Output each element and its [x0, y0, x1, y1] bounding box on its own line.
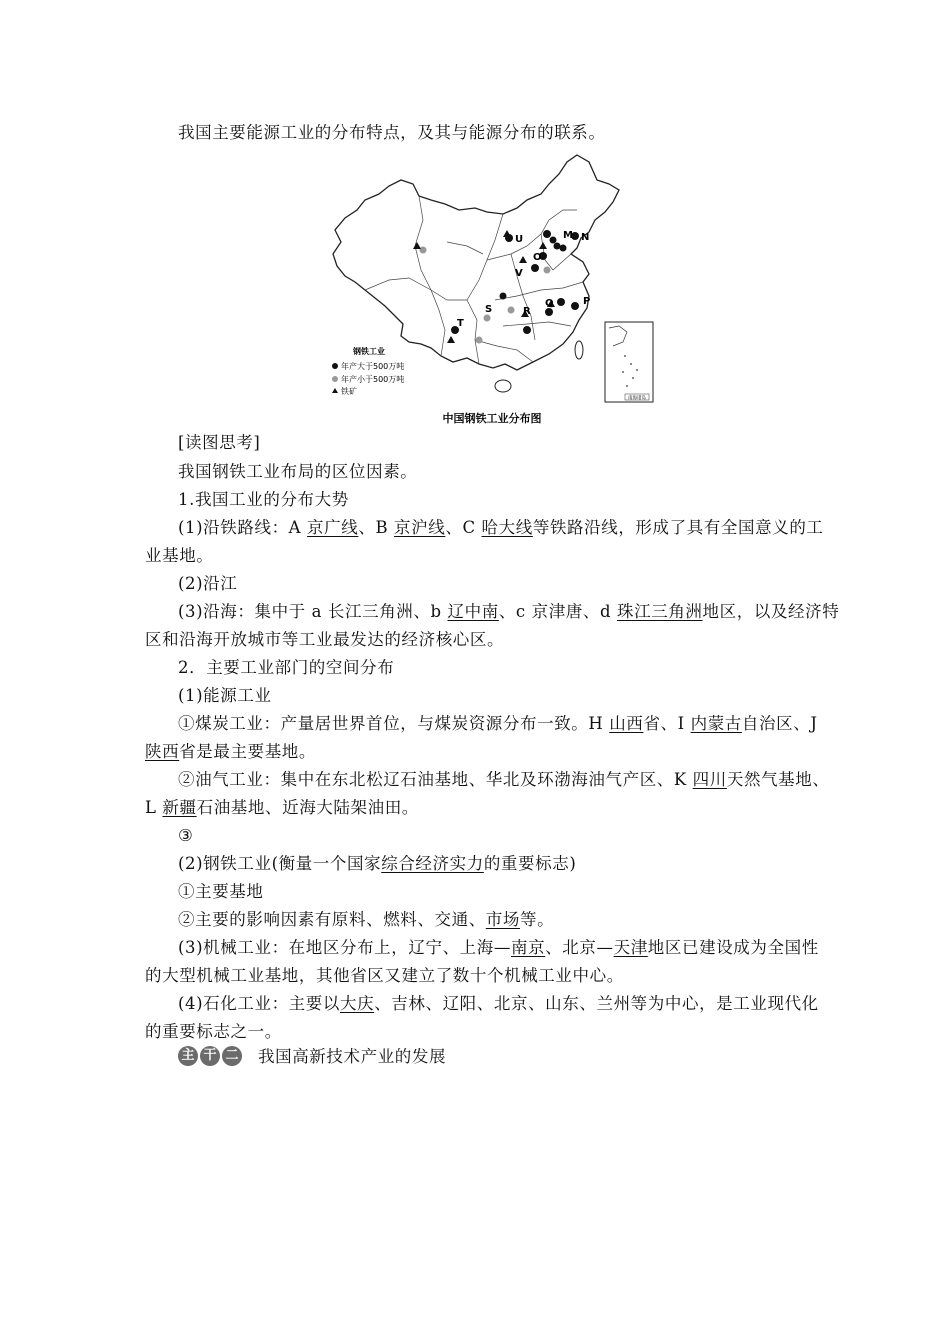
- site-label-o: O: [533, 252, 542, 263]
- map-legend: [332, 346, 404, 396]
- para-railway: (1)沿铁路线：A 京广线、B 京沪线、C 哈大线等铁路沿线，形成了具有全国意义的工: [178, 518, 824, 537]
- legend-item-small: 年产小于500万吨: [341, 375, 405, 384]
- steel-heading: (2)钢铁工业(衡量一个国家综合经济实力的重要标志): [178, 854, 577, 873]
- steel-industry-map: [327, 150, 657, 430]
- site-labels: [457, 230, 590, 329]
- section-1-heading: 1.我国工业的分布大势: [178, 490, 349, 509]
- para-coast-cont: 区和沿海开放城市等工业最发达的经济核心区。: [145, 630, 505, 649]
- para-petrochem: (4)石化工业：主要以大庆、吉林、辽阳、北京、山东、兰州等为中心，是工业现代化: [178, 994, 819, 1013]
- map-caption: 中国钢铁工业分布图: [442, 412, 542, 425]
- site-label-t: T: [457, 318, 464, 329]
- site-label-m: M: [563, 230, 573, 241]
- steel-factors: ②主要的影响因素有原料、燃料、交通、市场等。: [178, 910, 555, 929]
- legend-item-ore: 铁矿: [341, 387, 357, 396]
- para-river: (2)沿江: [178, 574, 238, 593]
- site-label-n: N: [581, 232, 590, 243]
- taiwan-island: [575, 341, 583, 359]
- badge-char-1: 主: [178, 1046, 198, 1066]
- item-3: ③: [178, 826, 194, 845]
- site-label-u: U: [515, 234, 524, 245]
- para-machinery-cont: 的大型机械工业基地，其他省区又建立了数十个机械工业中心。: [145, 966, 624, 985]
- para-oil-gas: ②油气工业：集中在东北松辽石油基地、华北及环渤海油气产区、K 四川天然气基地、: [178, 770, 830, 789]
- inset-label: 南海诸岛: [628, 396, 646, 401]
- para-petrochem-cont: 的重要标志之一。: [145, 1022, 282, 1041]
- para-machinery: (3)机械工业：在地区分布上，辽宁、上海—南京、北京—天津地区已建设成为全国性: [178, 938, 819, 957]
- legend-title: 钢铁工业: [353, 347, 385, 356]
- question-text: 我国钢铁工业布局的区位因素。: [178, 462, 418, 481]
- read-map-heading: [读图思考]: [178, 433, 261, 452]
- china-outline: [333, 155, 619, 370]
- site-label-s: S: [485, 304, 493, 315]
- legend-item-large: 年产大于500万吨: [341, 362, 405, 371]
- site-label-r: R: [523, 306, 531, 317]
- para-coal-cont: 陕西省是最主要基地。: [145, 742, 317, 761]
- intro-text: 我国主要能源工业的分布特点，及其与能源分布的联系。: [178, 123, 606, 142]
- site-label-q: Q: [545, 298, 554, 309]
- section-title: 我国高新技术产业的发展: [258, 1047, 447, 1066]
- badge-char-2: 干: [200, 1046, 220, 1066]
- iron-ore-sites: [413, 230, 555, 343]
- section-2-heading: 2．主要工业部门的空间分布: [178, 658, 395, 677]
- energy-heading: (1)能源工业: [178, 686, 272, 705]
- steel-bases: ①主要基地: [178, 882, 264, 901]
- badge-char-3: 二: [222, 1046, 242, 1066]
- para-railway-cont: 业基地。: [145, 546, 214, 565]
- site-label-v: V: [515, 268, 523, 279]
- province-lines: [365, 196, 583, 364]
- south-sea-inset: [605, 322, 653, 402]
- hainan-island: [495, 380, 511, 392]
- section-badge: [178, 1046, 242, 1066]
- para-coast: (3)沿海：集中于 a 长江三角洲、b 辽中南、c 京津唐、d 珠江三角洲地区，以及经济特: [178, 602, 840, 621]
- large-steel-sites: [451, 230, 579, 334]
- para-coal: ①煤炭工业：产量居世界首位，与煤炭资源分布一致。H 山西省、I 内蒙古自治区、J: [178, 714, 818, 733]
- site-label-p: P: [583, 296, 591, 307]
- para-oil-gas-cont: L 新疆石油基地、近海大陆架油田。: [145, 798, 419, 817]
